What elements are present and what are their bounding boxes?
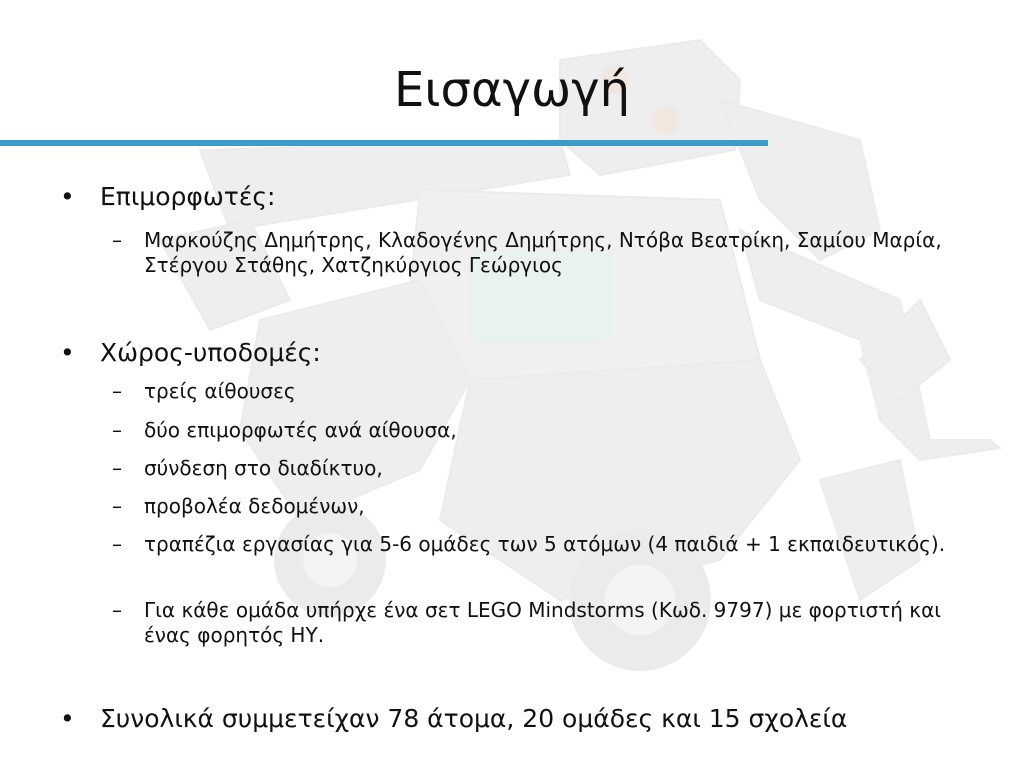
subbullet-text: δύο επιμορφωτές ανά αίθουσα, (144, 418, 457, 442)
subbullet-text: τραπέζια εργασίας για 5-6 ομάδες των 5 ατόμων (4 παιδιά + 1 εκπαιδευτικός). (144, 532, 946, 556)
dash-marker: – (112, 598, 122, 622)
slide-title: Εισαγωγή (393, 62, 631, 118)
bullet-heading: Συνολικά συμμετείχαν 78 άτομα, 20 ομάδες και 15 σχολεία (100, 704, 848, 733)
subbullet-text: τρείς αίθουσες (144, 379, 296, 403)
bullet-heading: Επιμορφωτές: (100, 182, 276, 211)
dash-marker: – (112, 456, 122, 480)
subbullet-text: σύνδεση στο διαδίκτυο, (144, 456, 383, 480)
subbullet-text: προβολέα δεδομένων, (144, 494, 365, 518)
dash-marker: – (112, 228, 122, 252)
bullet-dot: • (60, 338, 75, 367)
dash-marker: – (112, 379, 122, 403)
bullet-dot: • (60, 182, 75, 211)
subbullet-text: Για κάθε ομάδα υπήρχε ένα σετ LEGO Mindstorms (Κωδ. 9797) με φορτιστή και ένας φορητός ΗΥ. (144, 598, 942, 647)
dash-marker: – (112, 532, 122, 556)
dash-marker: – (112, 494, 122, 518)
dash-marker: – (112, 418, 122, 442)
bullet-heading: Χώρος-υποδομές: (100, 338, 321, 367)
bullet-dot: • (60, 704, 75, 733)
subbullet-text: Μαρκούζης Δημήτρης, Κλαδογένης Δημήτρης, Ντόβα Βεατρίκη, Σαμίου Μαρία, Στέργου Στάθης, Χατζηκύργιος Γεώργιος (144, 228, 942, 277)
